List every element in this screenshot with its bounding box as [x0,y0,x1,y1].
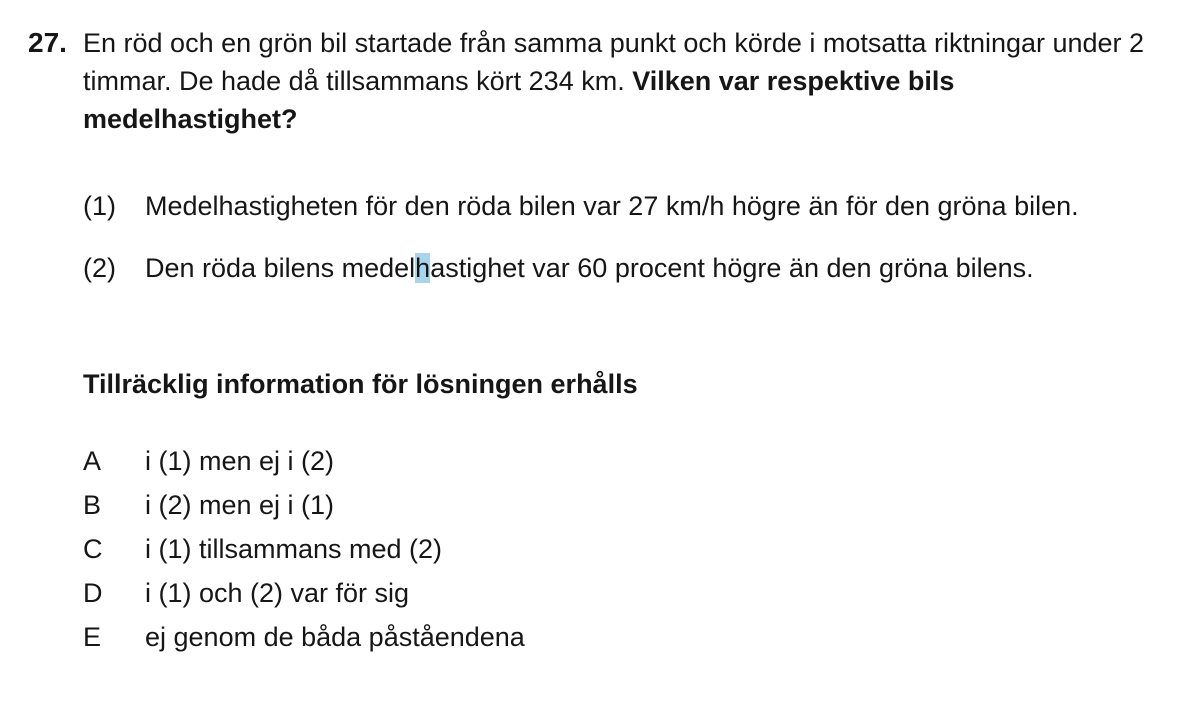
option-text: i (1) tillsammans med (2) [145,534,443,564]
option-text: i (1) men ej i (2) [145,446,335,476]
option-text: i (1) och (2) var för sig [145,578,410,608]
question-text [83,24,1163,138]
option-letter: B [83,490,102,520]
answer-options [83,443,525,663]
option-d[interactable] [83,575,525,619]
option-letter: E [83,622,102,652]
statement-text-part: Den röda bilens medel [145,253,416,283]
statement-text-part: astighet var 60 procent högre än den gröna bilens. [430,253,1034,283]
option-b[interactable] [83,487,525,531]
option-c[interactable] [83,531,525,575]
statement-text: Medelhastigheten för den röda bilen var 27 km/h högre än för den gröna bilen. [145,191,1079,221]
option-letter: A [83,446,102,476]
option-text: i (2) men ej i (1) [145,490,335,520]
option-a[interactable] [83,443,525,487]
question-number: 27. [28,27,67,58]
statement-number: (1) [83,191,116,221]
statement-number: (2) [83,253,116,283]
question-intro: En röd och en grön bil startade från samma punkt och körde i motsatta riktningar under 2 timmar. De hade då tillsammans kört 234 km. [83,28,1145,96]
option-text: ej genom de båda påståendena [145,622,525,652]
option-letter: C [83,534,103,564]
sufficiency-heading: Tillräcklig information för lösningen erhålls [83,369,638,399]
option-e[interactable] [83,619,525,663]
text-selection-highlight[interactable]: h [415,253,431,283]
question-prompt: Vilken var respektive bils medelhastighet? [83,66,955,134]
statement-2 [83,250,1034,286]
statement-1 [83,188,1079,224]
option-letter: D [83,578,103,608]
